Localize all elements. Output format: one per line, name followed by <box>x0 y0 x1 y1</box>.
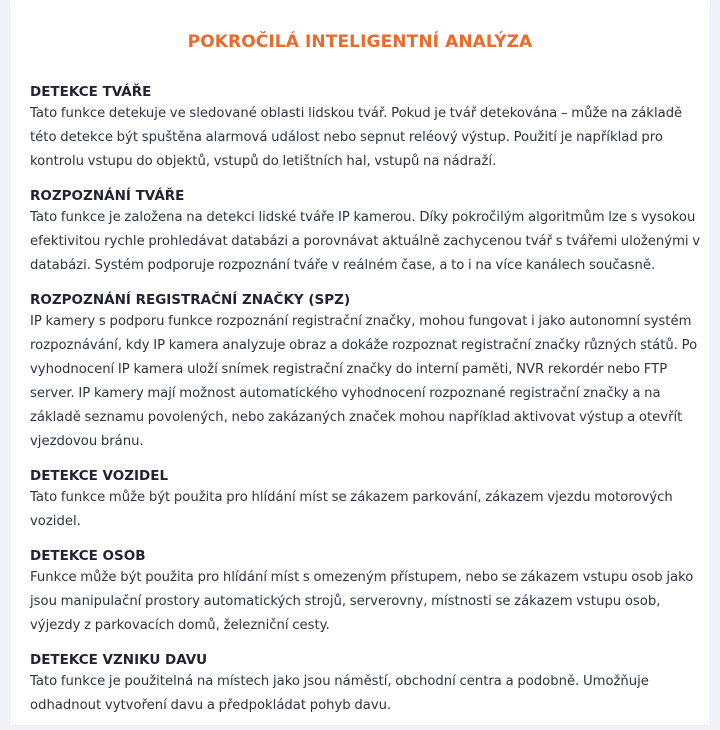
section-face-recognition <box>30 186 706 278</box>
page-title: POKROČILÁ INTELIGENTNÍ ANALÝZA <box>187 32 533 52</box>
section-license-plate-recognition <box>30 290 706 454</box>
section-face-detection <box>30 82 706 174</box>
section-heading: DETEKCE VOZIDEL <box>30 468 169 484</box>
section-heading: DETEKCE TVÁŘE <box>30 84 152 100</box>
section-person-detection <box>30 546 706 638</box>
section-heading: DETEKCE VZNIKU DAVU <box>30 652 208 668</box>
section-text: Tato funkce je založena na detekci lidské tváře IP kamerou. Díky pokročilým algoritmům lze s vysokou efektivitou rychle prohledávat databázi a porovnávat aktuálně zachycenou tvář s tvářemi uloženými v databázi. Systém podporuje rozpoznání tváře v reálném čase, a to i na více kanálech současně. <box>30 210 701 273</box>
section-heading: DETEKCE OSOB <box>30 548 146 564</box>
section-heading: ROZPOZNÁNÍ TVÁŘE <box>30 188 185 204</box>
sections-list <box>30 82 706 730</box>
section-crowd-detection <box>30 650 706 718</box>
section-text: Tato funkce může být použita pro hlídání míst se zákazem parkování, zákazem vjezdu motorových vozidel. <box>30 490 673 529</box>
section-text: Funkce může být použita pro hlídání míst s omezeným přístupem, nebo se zákazem vstupu osob jako jsou manipulační prostory automatických strojů, serverovny, místnosti se zákazem vstupu osob, výjezdy z parkovacích domů, železniční cesty. <box>30 570 694 633</box>
section-text: IP kamery s podporu funkce rozpoznání registrační značky, mohou fungovat i jako autonomní systém rozpoznávání, kdy IP kamera analyzuje obraz a dokáže rozpoznat registrační značky různých států. Po vyhodnocení IP kamera uloží snímek registrační značky do interní paměti, NVR rekordér nebo FTP server. IP kamery mají možnost automatického vyhodnocení rozpoznané registrační značky a na základě seznamu povolených, nebo zakázaných značek mohou například aktivovat výstup a otevřít vjezdovou bránu. <box>30 314 698 449</box>
section-vehicle-detection <box>30 466 706 534</box>
section-text: Tato funkce je použitelná na místech jako jsou náměstí, obchodní centra a podobně. Umožňuje odhadnout vytvoření davu a předpokládat pohyb davu. <box>30 674 649 713</box>
section-heading: ROZPOZNÁNÍ REGISTRAČNÍ ZNAČKY (SPZ) <box>30 292 351 308</box>
content-card <box>10 0 710 725</box>
section-text: Tato funkce detekuje ve sledované oblasti lidskou tvář. Pokud je tvář detekována – může na základě této detekce být spuštěna alarmová událost nebo sepnut reléový výstup. Použití je například pro kontrolu vstupu do objektů, vstupů do letištních hal, vstupů na nádraží. <box>30 106 683 169</box>
